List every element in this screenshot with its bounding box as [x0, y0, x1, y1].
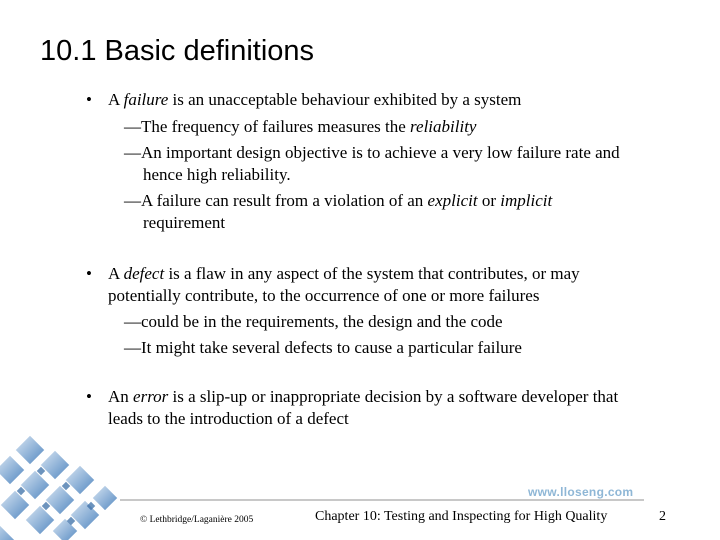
slide-title: 10.1 Basic definitions — [40, 35, 315, 67]
sub-bullet: —It might take several defects to cause a particular failure — [124, 338, 522, 357]
copyright-notice: © Lethbridge/Laganière 2005 — [140, 515, 254, 525]
bullet-text: A failure is an unacceptable behaviour exhibited by a system — [108, 90, 522, 109]
sub-bullet-continuation: requirement — [143, 213, 226, 232]
diamond-lattice-logo-icon — [0, 430, 130, 540]
sub-bullet: —The frequency of failures measures the reliability — [124, 117, 477, 136]
website-url: www.lloseng.com — [528, 485, 634, 499]
bullet-marker: • — [86, 387, 92, 406]
bullet-marker: • — [86, 90, 92, 109]
chapter-title: Chapter 10: Testing and Inspecting for High Quality — [315, 509, 608, 524]
bullet-text-continuation: potentially contribute, to the occurrence of one or more failures — [108, 286, 540, 305]
bullet-text: An error is a slip-up or inappropriate decision by a software developer that — [108, 387, 619, 406]
footer-divider — [120, 499, 644, 501]
bullet-text: A defect is a flaw in any aspect of the system that contributes, or may — [108, 264, 580, 283]
sub-bullet: —A failure can result from a violation of an explicit or implicit — [124, 191, 553, 210]
sub-bullet: —An important design objective is to achieve a very low failure rate and — [124, 143, 620, 162]
page-number: 2 — [659, 509, 666, 524]
sub-bullet: —could be in the requirements, the design and the code — [124, 312, 503, 331]
sub-bullet-continuation: hence high reliability. — [143, 165, 291, 184]
bullet-text-continuation: leads to the introduction of a defect — [108, 409, 349, 428]
bullet-marker: • — [86, 264, 92, 283]
